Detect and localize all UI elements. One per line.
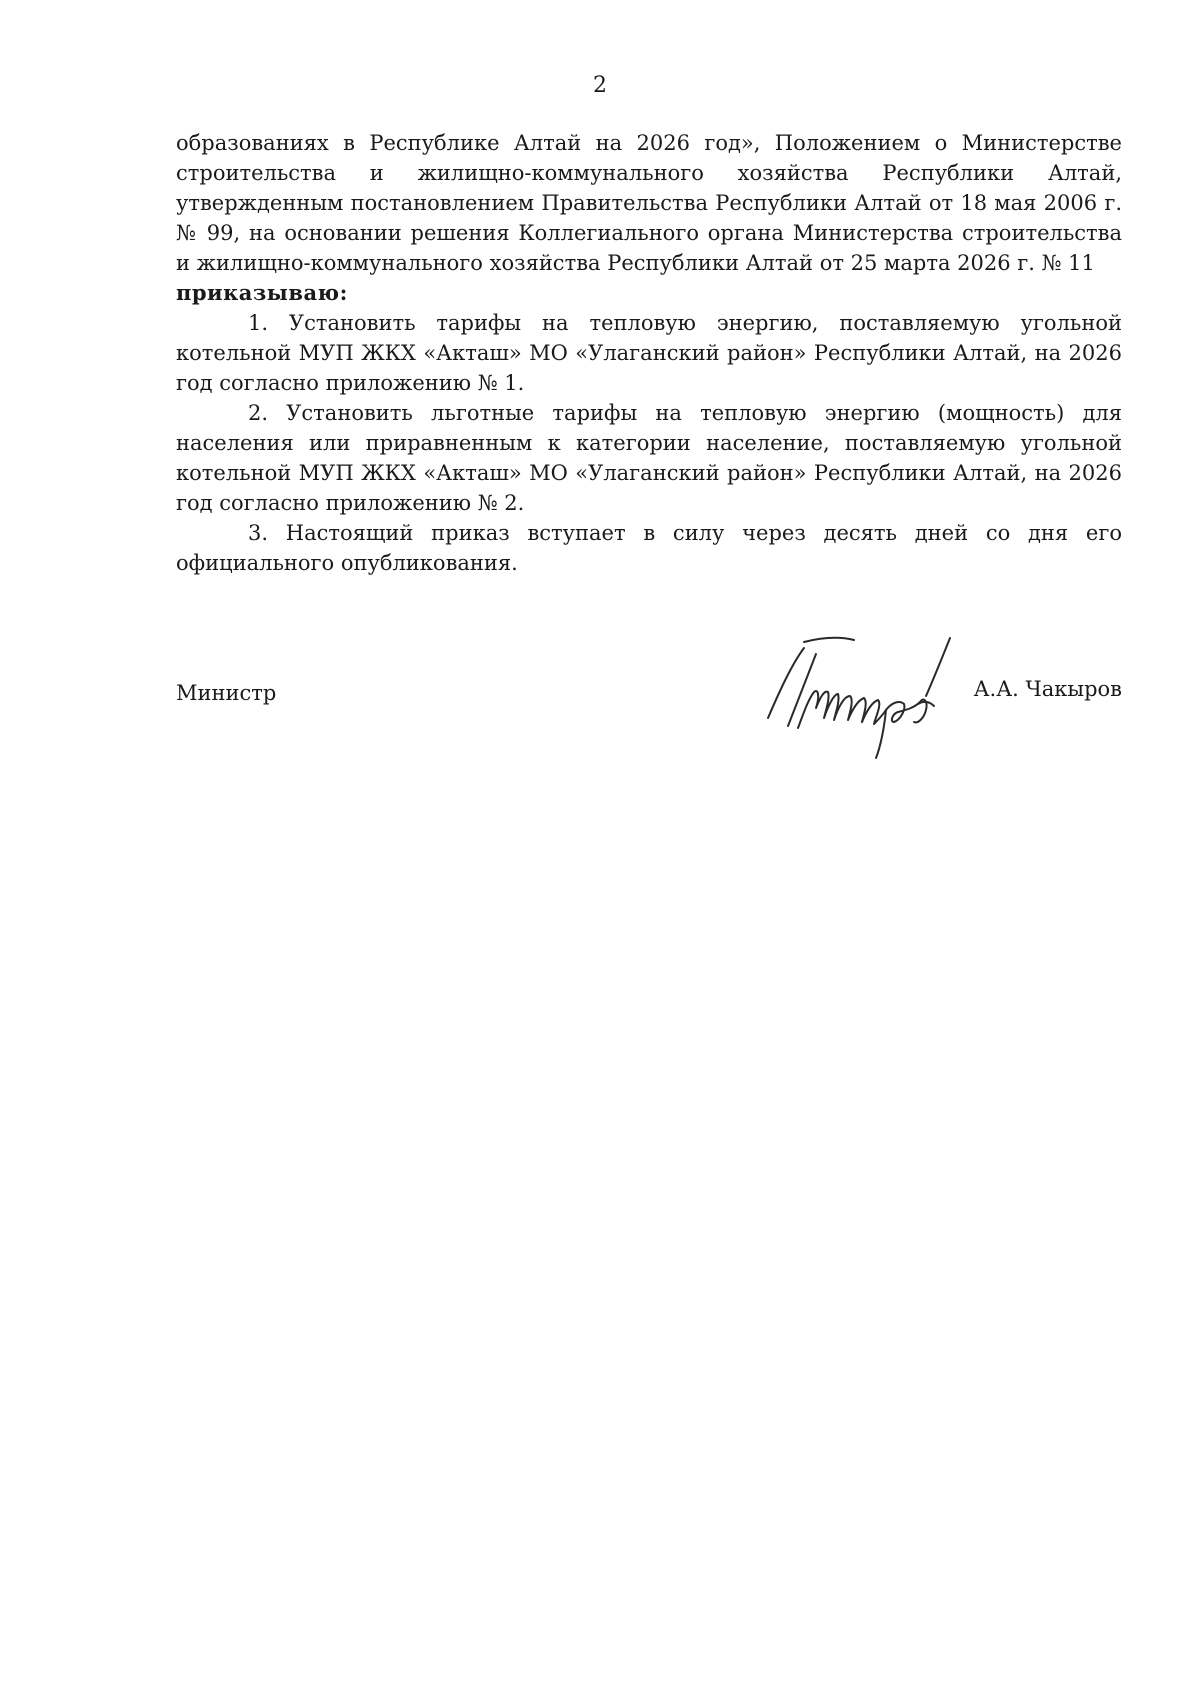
signer-name: А.А. Чакыров bbox=[973, 677, 1122, 701]
page-number: 2 bbox=[593, 73, 607, 98]
directive-word: приказываю: bbox=[176, 280, 348, 305]
signer-position: Министр bbox=[176, 681, 277, 705]
document-body bbox=[176, 128, 1122, 578]
order-item-1: 1. Установить тарифы на тепловую энергию, поставляемую угольной котельной МУП ЖКХ «Акташ» МО «Улаганский район» Республики Алтай, на 2026 год согласно приложению № 1. bbox=[176, 311, 1122, 395]
handwritten-signature bbox=[758, 630, 968, 760]
order-item-3: 3. Настоящий приказ вступает в силу через десять дней со дня его официального опубликования. bbox=[176, 521, 1122, 575]
preamble-paragraph: образованиях в Республике Алтай на 2026 год», Положением о Министерстве строительства и жилищно-коммунального хозяйства Республики Алтай, утвержденным постановлением Правительства Республики Алтай от 18 мая 2006 г. № 99, на основании решения Коллегиального органа Министерства строительства и жилищно-коммунального хозяйства Республики Алтай от 25 марта 2026 г. № 11 bbox=[176, 131, 1122, 275]
signature-block bbox=[176, 630, 1122, 760]
order-item-2: 2. Установить льготные тарифы на тепловую энергию (мощность) для населения или приравненным к категории население, поставляемую угольной котельной МУП ЖКХ «Акташ» МО «Улаганский район» Республики Алтай, на 2026 год согласно приложению № 2. bbox=[176, 401, 1122, 515]
